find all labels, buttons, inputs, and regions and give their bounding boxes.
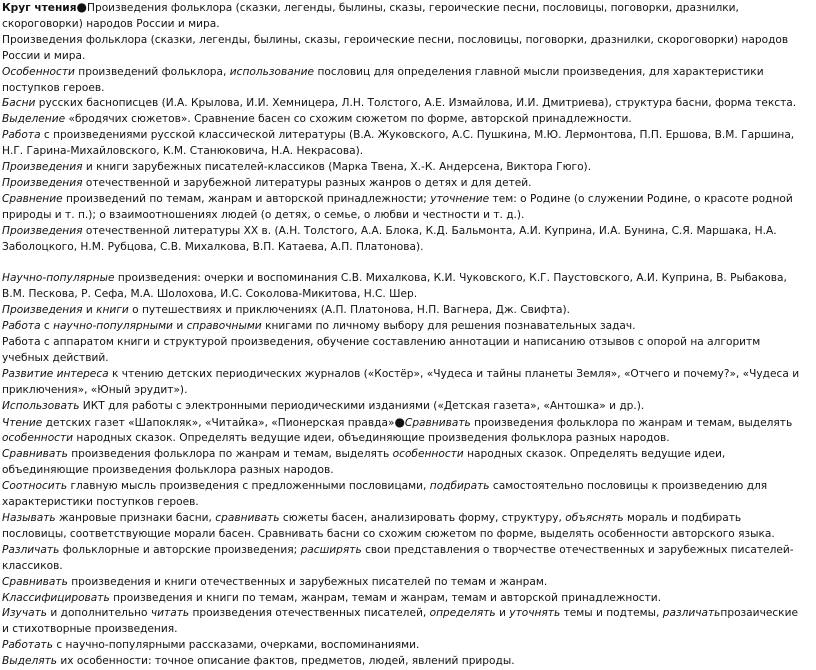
text-run: произведения фольклора по жанрам и темам, выделять bbox=[67, 448, 393, 461]
paragraph bbox=[2, 606, 808, 638]
text-run: Классифицировать bbox=[2, 591, 110, 604]
text-run: и bbox=[495, 607, 510, 620]
text-run: Выделять bbox=[2, 655, 58, 668]
text-run: Сравнивать bbox=[404, 416, 471, 429]
paragraph bbox=[2, 638, 808, 654]
text-run: сравнивать bbox=[215, 511, 280, 524]
text-run: произведения и книги отечественных и зарубежных писателей по темам и жанрам. bbox=[67, 575, 548, 588]
text-run: и книги зарубежных писателей-классиков (Марка Твена, Х.-К. Андерсена, Виктора Гюго). bbox=[82, 161, 592, 174]
text-run: определять bbox=[429, 607, 496, 620]
text-run: Изучать bbox=[2, 607, 47, 620]
text-run: произведений фольклора, bbox=[74, 65, 230, 78]
text-run: Круг чтения bbox=[2, 2, 77, 14]
paragraph bbox=[2, 112, 808, 128]
paragraph bbox=[2, 65, 808, 97]
paragraph bbox=[2, 415, 808, 448]
text-run: прозаические и стихотворные произведения. bbox=[2, 607, 798, 636]
text-run: произведения фольклора по жанрам и темам, выделять bbox=[470, 416, 793, 429]
text-run: произведений по темам, жанрам и авторской принадлежности; bbox=[62, 192, 431, 205]
paragraph bbox=[2, 479, 808, 511]
text-run: Произведения фольклора (сказки, легенды, былины, сказы, героические песни, пословицы, поговорки, дразнилки, скороговорки) народов России и мира. bbox=[2, 33, 789, 62]
paragraph bbox=[2, 575, 808, 591]
text-run: Использовать bbox=[2, 399, 80, 412]
text-run: читать bbox=[150, 607, 190, 620]
text-run: Произведения bbox=[2, 161, 83, 174]
text-run: Произведения фольклора (сказки, легенды, былины, сказы, героические песни, пословицы, поговорки, дразнилки, скороговорки) народов России и мира. bbox=[2, 2, 739, 30]
text-run: произведения и книги по темам, жанрам, темам и жанрам, темам и авторской принадлежности. bbox=[109, 591, 662, 604]
text-run: уточнение bbox=[430, 192, 490, 205]
text-run: Соотносить bbox=[2, 480, 68, 493]
text-run: Работа bbox=[2, 129, 41, 142]
paragraph bbox=[2, 160, 808, 176]
text-run: Развитие интереса bbox=[2, 367, 109, 380]
text-run: мораль и подбирать пословицы, соответствующие морали басен. Сравнивать басни со схожим сюжетом по форме, выделять особенности авторского языка. bbox=[2, 511, 775, 540]
paragraph bbox=[2, 0, 808, 33]
text-run: темы и подтемы, bbox=[560, 607, 663, 620]
text-run: отечественной литературы XX в. (А.Н. Толстого, А.А. Блока, К.Д. Бальмонта, А.И. Куприна, И.А. Бунина, С.Я. Маршака, Н.А. Заболоцкого, Н.М. Рубцова, С.В. Михалкова, В.П. Катаева, А.П. Платонова). bbox=[2, 224, 777, 253]
text-run: Басни bbox=[2, 97, 36, 110]
text-run: и bbox=[82, 304, 97, 317]
text-run: особенности bbox=[2, 432, 74, 445]
text-run: Произведения bbox=[2, 224, 83, 237]
text-run: справочными bbox=[186, 320, 262, 333]
text-run: Чтение bbox=[2, 416, 43, 429]
text-run: свои представления о творчестве отечественных и зарубежных писателей-классиков. bbox=[2, 543, 794, 572]
text-run: русских баснописцев (И.А. Крылова, И.И. Хемницера, Л.Н. Толстого, А.Е. Измайлова, И.И. Дмитриева), структура басни, форма текста. bbox=[35, 97, 797, 110]
text-run: уточнять bbox=[509, 607, 561, 620]
text-run: научно-популярными bbox=[53, 320, 173, 333]
text-run: жанровые признаки басни, bbox=[55, 511, 216, 524]
text-run: пословиц для определения главной мысли произведения, для характеристики поступков героев. bbox=[2, 65, 764, 94]
text-run: книги bbox=[96, 304, 129, 317]
paragraph bbox=[2, 591, 808, 607]
text-run: с bbox=[40, 320, 54, 333]
text-run: Произведения bbox=[2, 304, 83, 317]
text-run: к чтению детских периодических журналов («Костёр», «Чудеса и тайны планеты Земля», «Отчего и почему?», «Чудеса и приключения», «Юный эрудит»). bbox=[2, 367, 800, 396]
text-run: использование bbox=[229, 65, 315, 78]
text-run: с научно-популярными рассказами, очерками, воспоминаниями. bbox=[52, 639, 420, 652]
text-run: Особенности bbox=[2, 65, 75, 78]
paragraph bbox=[2, 654, 808, 670]
text-run: сюжеты басен, анализировать форму, структуру, bbox=[279, 511, 566, 524]
text-run: расширять bbox=[300, 543, 362, 556]
text-run: Работать bbox=[2, 639, 53, 652]
text-run: отечественной и зарубежной литературы разных жанров о детях и для детей. bbox=[82, 176, 532, 189]
text-run: объяснять bbox=[565, 511, 624, 524]
text-run: Произведения bbox=[2, 176, 83, 189]
paragraph bbox=[2, 176, 808, 192]
text-run: произведения отечественных писателей, bbox=[189, 607, 430, 620]
paragraph bbox=[2, 319, 808, 335]
paragraph bbox=[2, 33, 808, 65]
paragraph bbox=[2, 224, 808, 256]
text-run: их особенности: точное описание фактов, предметов, людей, явлений природы. bbox=[57, 655, 515, 668]
text-run: главную мысль произведения с предложенными пословицами, bbox=[67, 480, 430, 493]
text-run: подбирать bbox=[429, 480, 490, 493]
paragraph bbox=[2, 335, 808, 367]
paragraph bbox=[2, 543, 808, 575]
text-run: особенности bbox=[392, 448, 464, 461]
text-run: Сравнивать bbox=[2, 575, 68, 588]
text-run: Сравнивать bbox=[2, 448, 68, 461]
text-run: Сравнение bbox=[2, 192, 63, 205]
paragraph bbox=[2, 367, 808, 399]
bullet-icon: ● bbox=[394, 414, 405, 429]
text-run: Работа bbox=[2, 320, 41, 333]
text-run: ИКТ для работы с электронными периодическими изданиями («Детская газета», «Антошка» и др.). bbox=[79, 399, 645, 412]
bullet-icon: ● bbox=[76, 0, 87, 14]
paragraph bbox=[2, 303, 808, 319]
text-run: с произведениями русской классической литературы (В.А. Жуковского, А.С. Пушкина, М.Ю. Лермонтова, П.П. Ершова, В.М. Гаршина, Н.Г. Гарина-Михайловского, К.М. Станюковича, Н.А. Некрасова). bbox=[2, 129, 795, 158]
text-run: произведения: очерки и воспоминания С.В. Михалкова, К.И. Чуковского, К.Г. Паустовского, А.И. Куприна, В. Рыбакова, В.М. Пескова, Р. Сефа, М.А. Шолохова, И.С. Соколова-Микитова, Н.С. Шер. bbox=[2, 272, 787, 301]
text-run: книгами по личному выбору для решения познавательных задач. bbox=[261, 320, 636, 333]
paragraph bbox=[2, 96, 808, 112]
paragraph bbox=[2, 447, 808, 479]
text-run: фольклорные и авторские произведения; bbox=[59, 543, 301, 556]
text-run: Работа с аппаратом книги и структурой произведения, обучение составлению аннотации и написанию отзывов с опорой на алгоритм учебных действий. bbox=[2, 336, 761, 364]
text-run: и дополнительно bbox=[47, 607, 151, 620]
text-run: детских газет «Шапокляк», «Читайка», «Пионерская правда» bbox=[42, 416, 395, 429]
text-run: народных сказок. Определять ведущие идеи, объединяющие произведения фольклора разных народов. bbox=[2, 448, 726, 477]
text-run: народных сказок. Определять ведущие идеи, объединяющие произведения фольклора разных народов. bbox=[73, 432, 670, 445]
text-run: Научно-популярные bbox=[2, 272, 115, 285]
text-run: различать bbox=[662, 607, 721, 620]
paragraph bbox=[2, 192, 808, 224]
paragraph bbox=[2, 271, 808, 303]
text-run: тем: о Родине (о служении Родине, о красоте родной природы и т. п.); о взаимоотношениях людей (о детях, о семье, о любви и честности и т. д.). bbox=[2, 192, 793, 221]
text-run: и bbox=[172, 320, 187, 333]
text-run: Различать bbox=[2, 543, 60, 556]
text-run: Называть bbox=[2, 511, 56, 524]
text-run: самостоятельно пословицы к произведению для характеристики поступков героев. bbox=[2, 480, 768, 509]
text-run: Выделение bbox=[2, 113, 66, 126]
text-run: «бродячих сюжетов». Сравнение басен со схожим сюжетом по форме, авторской принадлежности. bbox=[65, 113, 632, 126]
paragraph bbox=[2, 399, 808, 415]
text-run: о путешествиях и приключениях (А.П. Платонова, Н.П. Вагнера, Дж. Свифта). bbox=[128, 304, 570, 317]
paragraph bbox=[2, 128, 808, 160]
paragraph bbox=[2, 511, 808, 543]
